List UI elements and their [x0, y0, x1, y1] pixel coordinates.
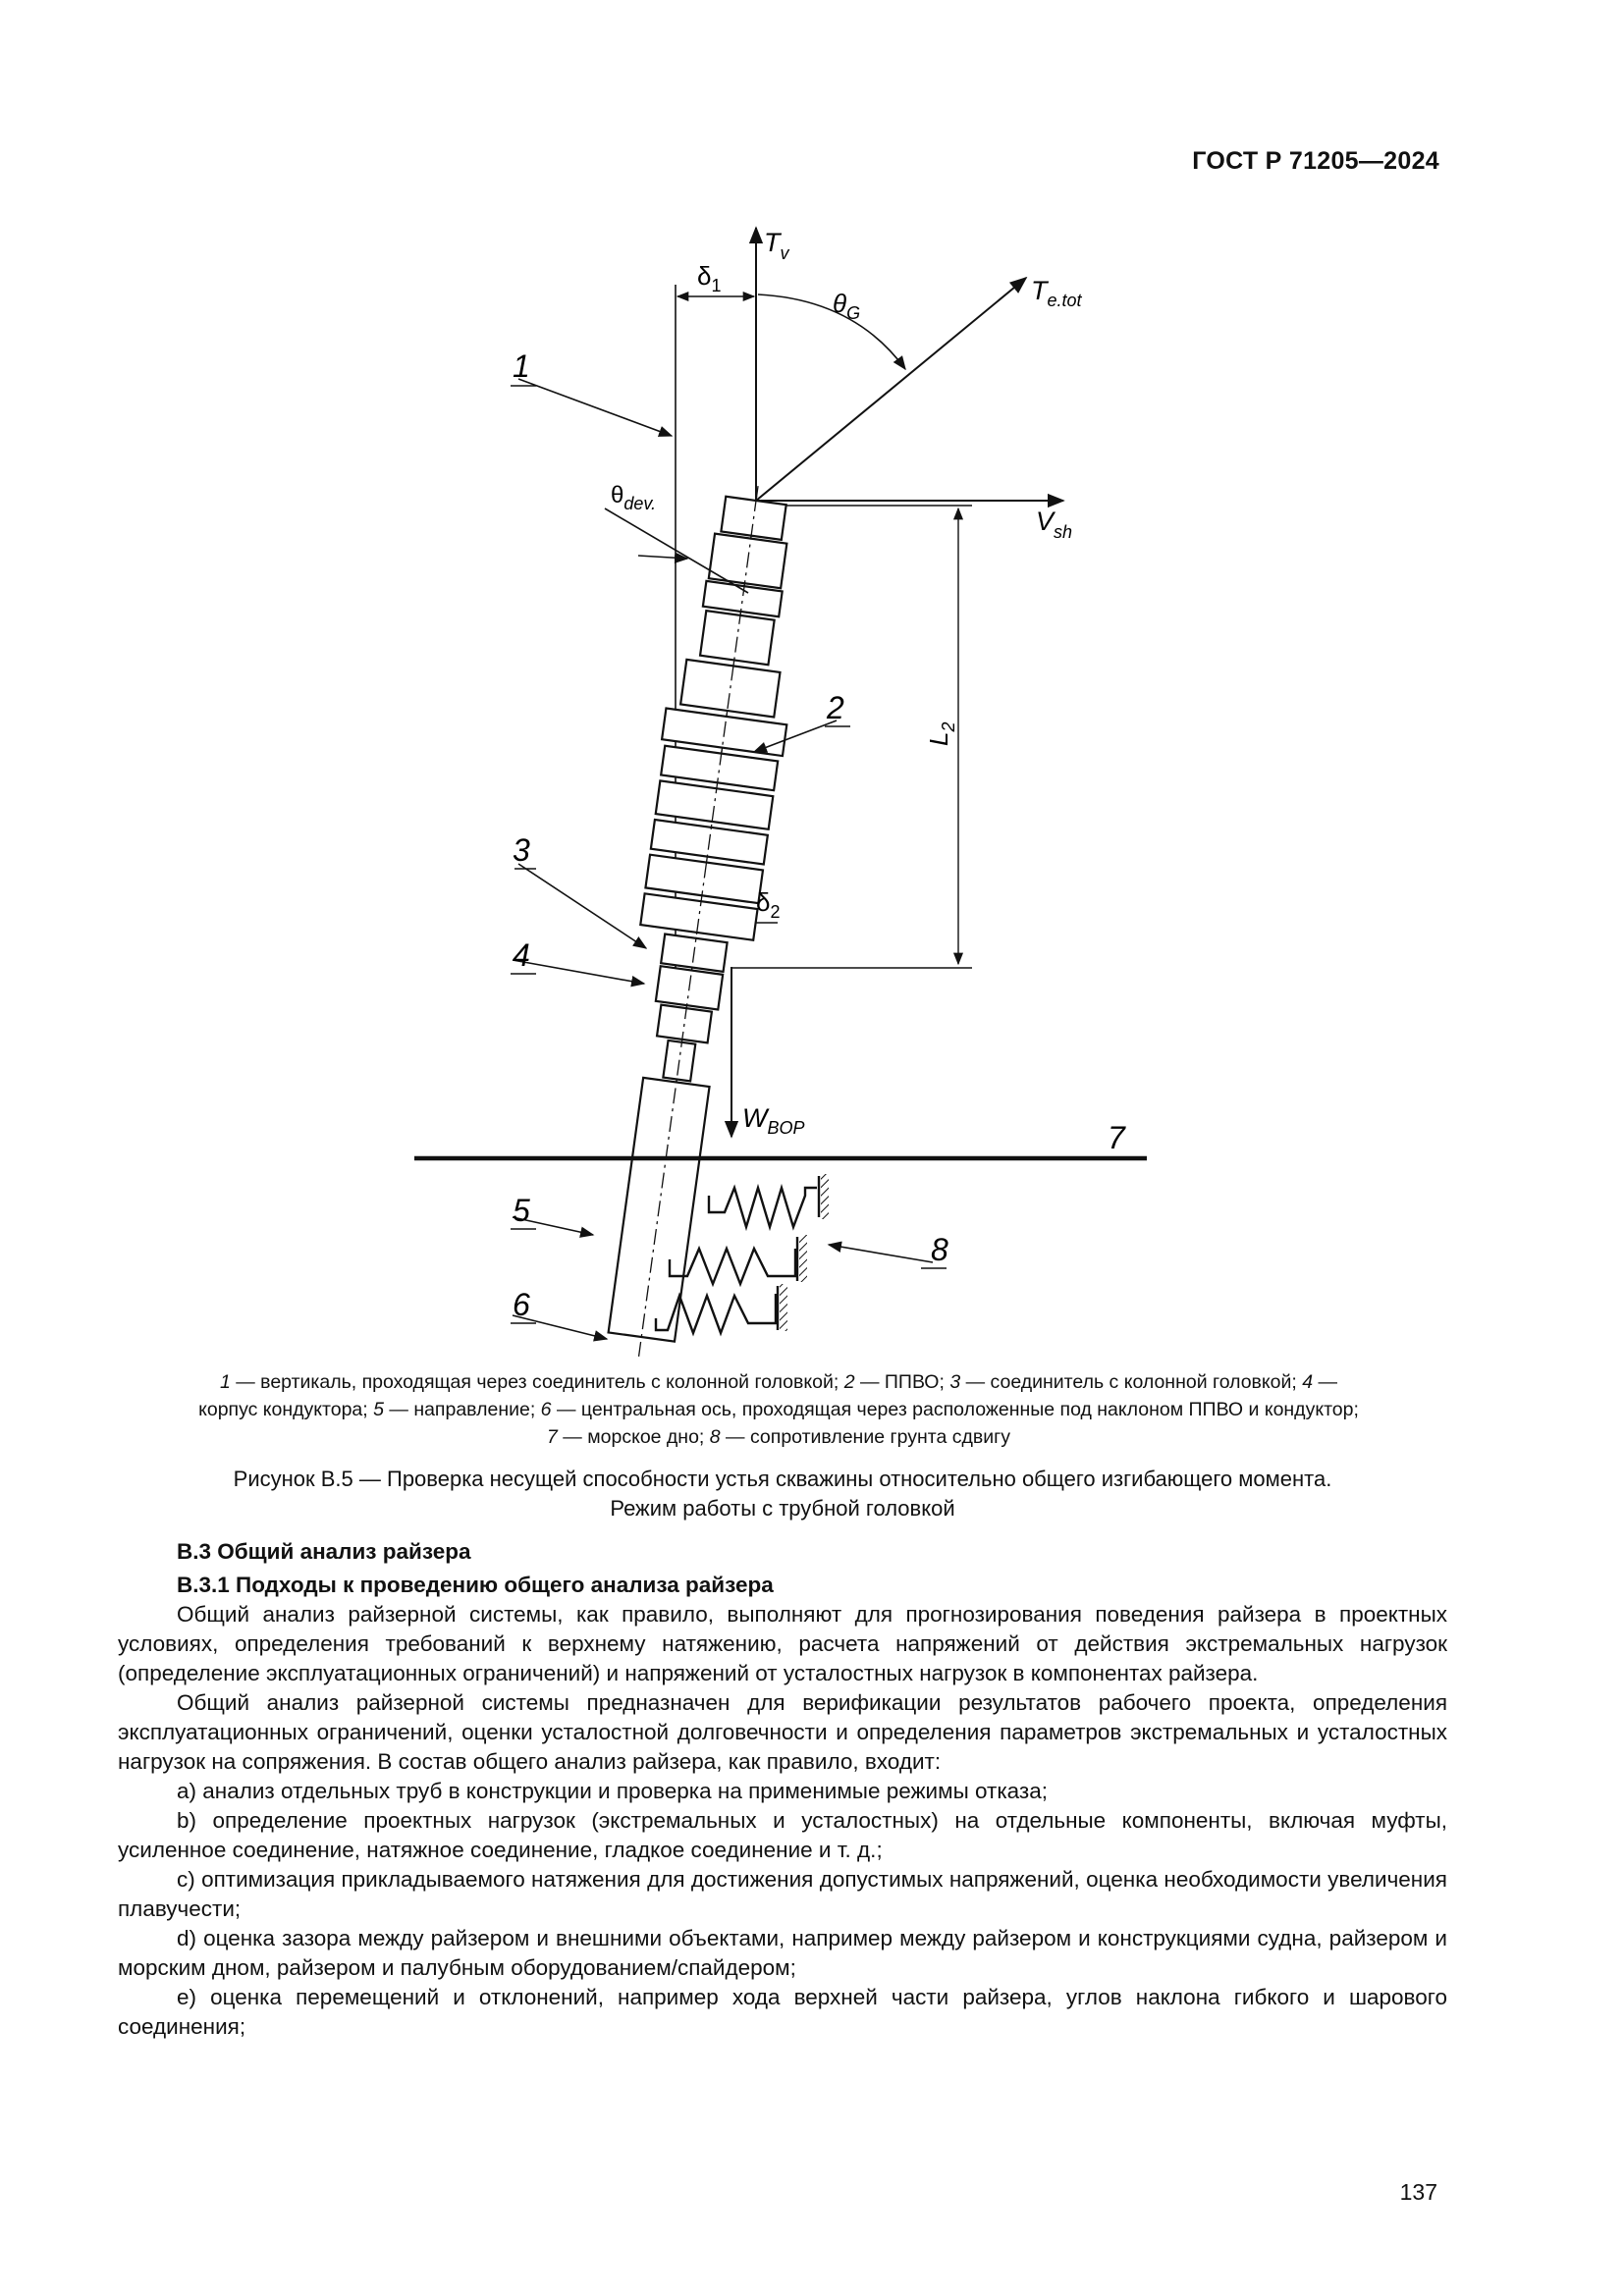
- callout-6: 6: [513, 1287, 530, 1322]
- figure-legend: 1 — вертикаль, проходящая через соединитель с колонной головкой; 2 — ППВО; 3 — соединитель с колонной головкой; 4 — корпус кондуктора; 5 — направление; 6 — центральная ось, проходящая через расположенные под наклоном ППВО и кондуктор; 7 — морское дно; 8 — сопротивление грунта сдвигу: [198, 1371, 1359, 1448]
- figure-caption-line2: Режим работы с трубной головкой: [610, 1496, 955, 1521]
- vsh-label: $V_{sh}$: [1036, 507, 1073, 542]
- list-item-b: b) определение проектных нагрузок (экстремальных и усталостных) на отдельные компоненты, включая муфты, усиленное соединение, натяжное соединение, гладкое соединение и т. д.;: [118, 1808, 1447, 1862]
- section-heading-b31: В.3.1 Подходы к проведению общего анализа райзера: [177, 1573, 774, 1597]
- callout-1: 1: [513, 348, 530, 384]
- w-bop-label: $W_{BOP}$: [742, 1103, 805, 1138]
- page-number: 137: [1399, 2179, 1437, 2205]
- section-heading-b3: В.3 Общий анализ райзера: [177, 1539, 471, 1564]
- list-item-c: c) оптимизация прикладываемого натяжения для достижения допустимых напряжений, оценка необходимости увеличения плавучести;: [118, 1867, 1447, 1921]
- paragraph-1: Общий анализ райзерной системы, как правило, выполняют для прогнозирования поведения райзера в проектных условиях, определения требований к верхнему натяжению, расчета напряжений от действия экстремальных нагрузок (определение эксплуатационных ограничений) и напряжений от усталостных нагрузок в компонентах райзера.: [118, 1602, 1447, 1685]
- callout-4: 4: [513, 937, 530, 973]
- theta-g-label: $\theta_G$: [833, 289, 861, 323]
- delta1-label: $\delta_1$: [697, 261, 722, 295]
- tv-label: $T_v$: [764, 228, 789, 263]
- figure-caption: [137, 1465, 1428, 1523]
- callout-8: 8: [931, 1232, 948, 1267]
- figure-caption-line1: Рисунок В.5 — Проверка несущей способности устья скважины относительно общего изгибающего момента.: [233, 1467, 1332, 1491]
- callout-3: 3: [513, 832, 530, 868]
- l2-label: $L_2$: [924, 721, 958, 746]
- delta2-label: $\delta_2$: [756, 887, 781, 922]
- body-text: [118, 1537, 1447, 2042]
- paragraph-2: Общий анализ райзерной системы предназначен для верификации результатов рабочего проекта, определения эксплуатационных ограничений, оценки усталостной долговечности и определения параметров экстремальных и усталостных нагрузок на сопряжения. В состав общего анализ райзера, как правило, входит:: [118, 1690, 1447, 1774]
- te-tot-arrow: [756, 278, 1026, 501]
- te-tot-label: $T_{e.tot}$: [1031, 276, 1082, 310]
- callout-2: 2: [827, 690, 844, 725]
- theta-dev-label: $\theta_{dev.}$: [611, 482, 657, 513]
- callout-5: 5: [513, 1193, 530, 1228]
- list-item-e: e) оценка перемещений и отклонений, например хода верхней части райзера, углов наклона гибкого и шарового соединения;: [118, 1985, 1447, 2039]
- callout-7: 7: [1108, 1120, 1125, 1155]
- theta-g-arc: [758, 294, 905, 369]
- riser-stack: [578, 478, 818, 1364]
- document-header: ГОСТ Р 71205—2024: [1192, 147, 1439, 175]
- list-item-a: а) анализ отдельных труб в конструкции и проверка на применимые режимы отказа;: [177, 1779, 1049, 1803]
- list-item-d: d) оценка зазора между райзером и внешними объектами, например между райзером и конструкциями судна, райзером и морским дном, райзером и палубным оборудованием/спайдером;: [118, 1926, 1447, 1980]
